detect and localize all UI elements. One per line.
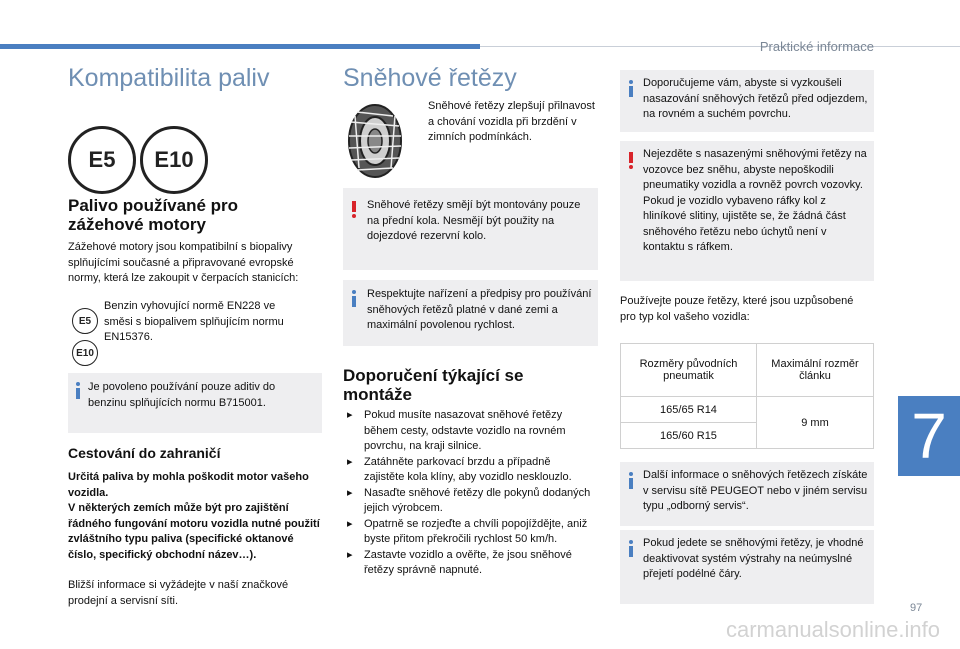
info-more-text: Další informace o sněhových řetězech získáte v servisu sítě PEUGEOT nebo v jiném servisu typu „odborný servis“. [643, 469, 868, 512]
warning-box-no-snow [620, 141, 874, 281]
e10-small-icon [72, 340, 98, 366]
bullet-arrow-icon: ▸ [347, 517, 353, 530]
list-item [347, 517, 593, 548]
bullet-arrow-icon: ▸ [347, 409, 353, 421]
fuel-compatibility-title: Kompatibilita paliv [68, 64, 270, 92]
e5-badge-icon [68, 126, 136, 194]
snow-chain-illustration-icon [345, 102, 405, 180]
e5-small-icon [72, 308, 98, 334]
tire-size-table [620, 343, 874, 449]
bullet-arrow-icon: ▸ [347, 455, 353, 468]
info-icon [629, 472, 633, 489]
info-box-practice [620, 70, 874, 132]
use-only-paragraph: Používejte pouze řetězy, které jsou uzpůsobené pro typ kol vašeho vozidla: [620, 295, 854, 323]
step-text: Nasaďte sněhové řetězy dle pokynů dodaných jejich výrobcem. [364, 486, 591, 514]
info-rules-text: Respektujte nařízení a předpisy pro používání sněhových řetězů platné v dané zemi a maximální povolenou rychlost. [367, 288, 592, 331]
table-row [621, 397, 874, 423]
e10-badge-label: E10 [154, 147, 194, 172]
list-item [347, 408, 593, 455]
abroad-bold-paragraph: Určitá paliva by mohla poškodit motor vašeho vozidla. V některých zemích může být pro zajištění řádného fungování motoru vozidla nutné použití zvláštního typu paliva (specifické oktanové číslo, specifický obchodní název…). [68, 471, 320, 561]
max-link-cell: 9 mm [757, 397, 874, 449]
warning-no-snow-text: Nejezděte s nasazenými sněhovými řetězy na vozovce bez sněhu, abyste nepoškodili pneumatiky vozidla a rovněž povrch vozovky. Pokud je vozidlo vybaveno ráfky kol z hliníkové slitiny, ujistěte se, že žádná část sněhového řetězu nebo úchytů není v kontaktu s ráfkem. [643, 148, 867, 253]
snow-chains-intro: Sněhové řetězy zlepšují přilnavost a chování vozidla při brzdění v zimních podmínkách. [428, 100, 595, 143]
header-accent-bar [0, 44, 480, 49]
tire-size-cell: 165/60 R15 [621, 423, 757, 449]
section-title: Praktické informace [759, 39, 874, 54]
header-tire-size: Rozměry původních pneumatik [621, 344, 757, 397]
info-icon [629, 80, 633, 97]
benzin-paragraph: Benzin vyhovující normě EN228 ve směsi s biopalivem splňujícím normu EN15376. [104, 300, 284, 343]
mounting-steps-list [347, 408, 593, 579]
step-text: Zatáhněte parkovací brzdu a případně zajistěte kola klíny, aby vozidlo nesklouzlo. [364, 455, 572, 483]
petrol-paragraph: Zážehové motory jsou kompatibilní s biopalivy splňujícími současné a připravované evropské normy, která lze zakoupit v čerpacích stanicích: [68, 241, 299, 284]
info-icon [76, 382, 80, 399]
step-text: Opatrně se rozjeďte a chvíli popojíždějte, aniž byste přitom překročili rychlost 50 km/h. [364, 517, 588, 545]
list-item [347, 486, 593, 517]
abroad-heading: Cestování do zahraničí [68, 445, 221, 461]
list-item [347, 455, 593, 486]
e10-small-label: E10 [76, 347, 94, 359]
info-box-lane [620, 530, 874, 604]
warning-box-front-wheels [343, 188, 598, 270]
info-icon [352, 290, 356, 307]
bullet-arrow-icon: ▸ [347, 548, 353, 561]
warning-front-text: Sněhové řetězy smějí být montovány pouze na přední kola. Nesmějí být použity na dojezdové rezervní kolo. [367, 199, 581, 242]
watermark: carmanualsonline.info [725, 617, 940, 642]
petrol-heading: Palivo používané pro zážehové motory [68, 196, 239, 234]
recommendation-heading: Doporučení týkající se montáže [343, 366, 524, 404]
tire-size-cell: 165/65 R14 [621, 397, 757, 423]
e5-small-label: E5 [78, 315, 92, 327]
list-item [347, 548, 593, 579]
table-header-row [621, 344, 874, 397]
bullet-arrow-icon: ▸ [347, 486, 353, 499]
info-practice-text: Doporučujeme vám, abyste si vyzkoušeli nasazování sněhových řetězů před odjezdem, na rovném a suchém povrchu. [643, 77, 868, 120]
e10-badge-icon [140, 126, 208, 194]
info-additive-text: Je povoleno používání pouze aditiv do benzinu splňujících normu B715001. [88, 381, 276, 409]
info-box-rules [343, 280, 598, 346]
snow-chains-title: Sněhové řetězy [343, 64, 517, 92]
warning-icon [352, 201, 356, 218]
info-box-more [620, 462, 874, 526]
info-lane-text: Pokud jedete se sněhovými řetězy, je vhodné deaktivovat systém výstrahy na neúmyslné přejetí podélné čáry. [643, 537, 864, 580]
info-box-additive [68, 373, 322, 433]
header-rule [480, 46, 960, 47]
step-text: Pokud musíte nasazovat sněhové řetězy během cesty, odstavte vozidlo na rovném povrchu, na kraji silnice. [364, 409, 566, 452]
warning-icon [629, 152, 633, 169]
e5-badge-label: E5 [88, 147, 116, 172]
page-number: 97 [910, 602, 923, 614]
step-text: Zastavte vozidlo a ověřte, že jsou sněhové řetězy správně napnuté. [364, 548, 572, 576]
chapter-tab: 7 [898, 396, 960, 476]
abroad-paragraph: Bližší informace si vyžádejte v naší značkové prodejní a servisní síti. [68, 579, 289, 607]
info-icon [629, 540, 633, 557]
header-max-link: Maximální rozměr článku [757, 344, 874, 397]
